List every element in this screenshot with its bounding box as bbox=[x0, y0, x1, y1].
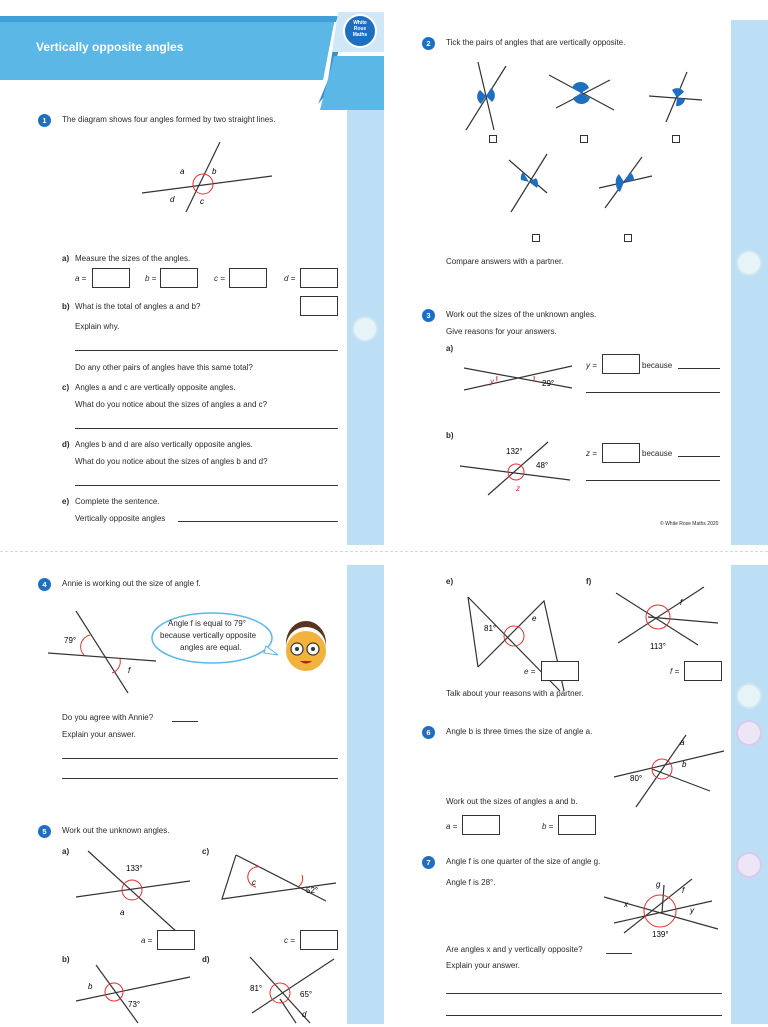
q6-eq-a: a = bbox=[446, 822, 458, 831]
q5b-angle: 73° bbox=[128, 1000, 141, 1009]
q5f-angle: 113° bbox=[650, 642, 666, 651]
annie-avatar bbox=[278, 625, 334, 675]
q5c-var: c bbox=[252, 878, 256, 887]
q5f-eq: f = bbox=[670, 667, 680, 676]
feedback-icon[interactable] bbox=[736, 852, 762, 878]
question-number-3: 3 bbox=[422, 309, 435, 322]
answer-box-z[interactable] bbox=[602, 443, 640, 463]
question-number-1: 1 bbox=[38, 114, 51, 127]
q6-intro: Angle b is three times the size of angle a. bbox=[446, 727, 593, 736]
q7-text-1: Angle f is one quarter of the size of angle g. bbox=[446, 857, 601, 866]
q1-label-c: c bbox=[200, 197, 204, 206]
q6-var-b: b bbox=[682, 760, 687, 769]
q1e-label: e) bbox=[62, 497, 70, 506]
q1-label-b: b bbox=[212, 167, 217, 176]
bubble-line-3: angles are equal. bbox=[180, 643, 242, 652]
q3a-diagram bbox=[462, 360, 582, 400]
q7-var-x: x bbox=[624, 900, 628, 909]
q3b-eq: z = bbox=[586, 449, 597, 458]
answer-box-q5f[interactable] bbox=[684, 661, 722, 681]
q3a-angle: 29° bbox=[542, 379, 555, 388]
feedback-icon[interactable] bbox=[352, 316, 378, 342]
q2-pair-4 bbox=[509, 154, 547, 212]
bubble-line-1: Angle f is equal to 79° bbox=[168, 619, 246, 628]
q5-intro: Work out the unknown angles. bbox=[62, 826, 170, 835]
q3-reasons: Give reasons for your answers. bbox=[446, 327, 557, 336]
q3a-label: a) bbox=[446, 344, 454, 353]
q4-diagram bbox=[44, 605, 164, 695]
question-number-4: 4 bbox=[38, 578, 51, 591]
q3b-because: because bbox=[642, 449, 673, 458]
answer-line-agree[interactable] bbox=[172, 721, 198, 722]
q5b-var: b bbox=[88, 982, 93, 991]
tick-box-1[interactable] bbox=[489, 135, 497, 143]
q7-question: Are angles x and y vertically opposite? bbox=[446, 945, 583, 954]
q5e-var: e bbox=[532, 614, 537, 623]
q7-text-2: Angle f is 28°. bbox=[446, 878, 496, 887]
q3b-angle-1: 132° bbox=[506, 447, 523, 456]
q5f-diagram bbox=[608, 585, 738, 665]
answer-line-q3b-1[interactable] bbox=[678, 456, 720, 457]
q1b-other: Do any other pairs of angles have this same total? bbox=[75, 363, 253, 372]
q2-intro: Tick the pairs of angles that are vertically opposite. bbox=[446, 38, 626, 47]
q5c-diagram bbox=[216, 851, 346, 931]
answer-line-q1d[interactable] bbox=[75, 485, 338, 486]
q5a-var: a bbox=[120, 908, 125, 917]
q1d-question: What do you notice about the sizes of angles b and d? bbox=[75, 457, 268, 466]
q3b-diagram bbox=[458, 440, 588, 500]
feedback-icon[interactable] bbox=[736, 720, 762, 746]
q5a-eq: a = bbox=[141, 936, 153, 945]
q2-pair-5 bbox=[599, 157, 652, 208]
page-bottom-left bbox=[0, 545, 384, 1024]
answer-line-q3a-1[interactable] bbox=[678, 368, 720, 369]
q1c-text: Angles a and c are vertically opposite angles. bbox=[75, 383, 236, 392]
feedback-icon[interactable] bbox=[736, 683, 762, 709]
q5f-var: f bbox=[680, 598, 683, 607]
q3a-var-y: y bbox=[490, 377, 494, 386]
q1b-label: b) bbox=[62, 302, 70, 311]
q7-diagram bbox=[602, 875, 732, 945]
answer-box-total[interactable] bbox=[300, 296, 338, 316]
q1e-text: Complete the sentence. bbox=[75, 497, 160, 506]
q5-talk: Talk about your reasons with a partner. bbox=[446, 689, 584, 698]
answer-box-q5e[interactable] bbox=[541, 661, 579, 681]
side-strip-q2 bbox=[731, 20, 768, 545]
question-number-6: 6 bbox=[422, 726, 435, 739]
q3b-label: b) bbox=[446, 431, 454, 440]
answer-line-q4-2[interactable] bbox=[62, 778, 338, 779]
logo-line-1: White bbox=[353, 20, 367, 26]
answer-box-b[interactable] bbox=[160, 268, 198, 288]
q3b-angle-2: 48° bbox=[536, 461, 549, 470]
answer-box-q5c[interactable] bbox=[300, 930, 338, 950]
answer-line-q7-1[interactable] bbox=[446, 993, 722, 994]
q1a-var-c: c = bbox=[214, 274, 225, 283]
q3a-eq: y = bbox=[586, 361, 597, 370]
q7-var-f: f bbox=[682, 886, 685, 895]
q5b-label: b) bbox=[62, 955, 70, 964]
q7-var-y: y bbox=[690, 906, 694, 915]
q1-label-d: d bbox=[170, 195, 175, 204]
answer-box-c[interactable] bbox=[229, 268, 267, 288]
q5d-angle-2: 65° bbox=[300, 990, 313, 999]
q1-label-a: a bbox=[180, 167, 185, 176]
q4-agree: Do you agree with Annie? bbox=[62, 713, 154, 722]
q1e-sentence: Vertically opposite angles bbox=[75, 514, 166, 523]
q5d-label: d) bbox=[202, 955, 210, 964]
q4-intro: Annie is working out the size of angle f. bbox=[62, 579, 201, 588]
q4-explain: Explain your answer. bbox=[62, 730, 136, 739]
copyright: © White Rose Maths 2020 bbox=[660, 521, 719, 527]
q4-angle: 79° bbox=[64, 636, 77, 645]
q3b-var-z: z bbox=[516, 484, 520, 493]
logo-line-2: Rose bbox=[353, 26, 367, 32]
q5a-diagram bbox=[74, 845, 204, 935]
answer-line-q7-2[interactable] bbox=[446, 1015, 722, 1016]
page-top-right bbox=[352, 0, 768, 545]
q7-angle: 139° bbox=[652, 930, 669, 939]
q3-intro: Work out the sizes of the unknown angles. bbox=[446, 310, 597, 319]
q5c-label: c) bbox=[202, 847, 210, 856]
answer-box-q6b[interactable] bbox=[558, 815, 596, 835]
q2-diagrams bbox=[384, 50, 724, 250]
q1-intro: The diagram shows four angles formed by two straight lines. bbox=[62, 115, 276, 124]
q5b-diagram bbox=[74, 957, 204, 1027]
q2-compare: Compare answers with a partner. bbox=[446, 257, 564, 266]
q6-var-a: a bbox=[680, 738, 685, 747]
wrm-logo bbox=[343, 14, 377, 48]
q2-pair-3 bbox=[649, 72, 702, 122]
q5e-angle: 81° bbox=[484, 624, 497, 633]
q1a-text: Measure the sizes of the angles. bbox=[75, 254, 191, 263]
q5a-angle: 133° bbox=[126, 864, 143, 873]
answer-box-a[interactable] bbox=[92, 268, 130, 288]
q6-eq-b: b = bbox=[542, 822, 554, 831]
q1d-text: Angles b and d are also vertically opposite angles. bbox=[75, 440, 253, 449]
q1d-label: d) bbox=[62, 440, 70, 449]
q1-diagram bbox=[132, 136, 292, 216]
q1a-var-d: d = bbox=[284, 274, 296, 283]
q1b-text: What is the total of angles a and b? bbox=[75, 302, 201, 311]
q4-var-f: f bbox=[128, 666, 131, 675]
q3a-because: because bbox=[642, 361, 673, 370]
page-title: Vertically opposite angles bbox=[36, 40, 184, 54]
q7-var-g: g bbox=[656, 880, 661, 889]
q1a-label: a) bbox=[62, 254, 70, 263]
answer-line-q4-1[interactable] bbox=[62, 758, 338, 759]
q6-diagram bbox=[610, 733, 730, 813]
feedback-icon[interactable] bbox=[736, 250, 762, 276]
answer-line-q3b-2[interactable] bbox=[586, 480, 720, 481]
tick-box-5[interactable] bbox=[624, 234, 632, 242]
answer-line-q1b[interactable] bbox=[75, 350, 338, 351]
logo-line-3: Maths bbox=[352, 32, 368, 38]
q5d-diagram bbox=[240, 955, 370, 1025]
q2-pair-2 bbox=[549, 75, 614, 110]
answer-line-q1e[interactable] bbox=[178, 521, 338, 522]
q5e-label: e) bbox=[446, 577, 454, 586]
q5e-eq: e = bbox=[524, 667, 536, 676]
answer-box-q6a[interactable] bbox=[462, 815, 500, 835]
q1c-question: What do you notice about the sizes of angles a and c? bbox=[75, 400, 268, 409]
tick-box-4[interactable] bbox=[532, 234, 540, 242]
q5a-label: a) bbox=[62, 847, 70, 856]
question-number-5: 5 bbox=[38, 825, 51, 838]
q1a-var-a: a = bbox=[75, 274, 87, 283]
answer-line-q3a-2[interactable] bbox=[586, 392, 720, 393]
question-number-2: 2 bbox=[422, 37, 435, 50]
q6-work: Work out the sizes of angles a and b. bbox=[446, 797, 578, 806]
q6-angle: 80° bbox=[630, 774, 643, 783]
answer-line-q7-yn[interactable] bbox=[606, 953, 632, 954]
answer-box-y[interactable] bbox=[602, 354, 640, 374]
answer-box-q5a[interactable] bbox=[157, 930, 195, 950]
q5d-angle-1: 81° bbox=[250, 984, 263, 993]
tick-box-2[interactable] bbox=[580, 135, 588, 143]
q5c-eq: c = bbox=[284, 936, 295, 945]
q5f-label: f) bbox=[586, 577, 592, 586]
q5d-var: d bbox=[302, 1010, 307, 1019]
bubble-line-2: because vertically opposite bbox=[160, 631, 257, 640]
q1c-label: c) bbox=[62, 383, 70, 392]
page-bottom-right bbox=[384, 545, 768, 1024]
q2-pair-1 bbox=[466, 62, 506, 130]
q5c-angle: 52° bbox=[306, 886, 319, 895]
answer-line-q1c[interactable] bbox=[75, 428, 338, 429]
question-number-7: 7 bbox=[422, 856, 435, 869]
answer-box-d[interactable] bbox=[300, 268, 338, 288]
q1b-explain: Explain why. bbox=[75, 322, 120, 331]
tick-box-3[interactable] bbox=[672, 135, 680, 143]
q7-explain: Explain your answer. bbox=[446, 961, 520, 970]
q1a-var-b: b = bbox=[145, 274, 157, 283]
